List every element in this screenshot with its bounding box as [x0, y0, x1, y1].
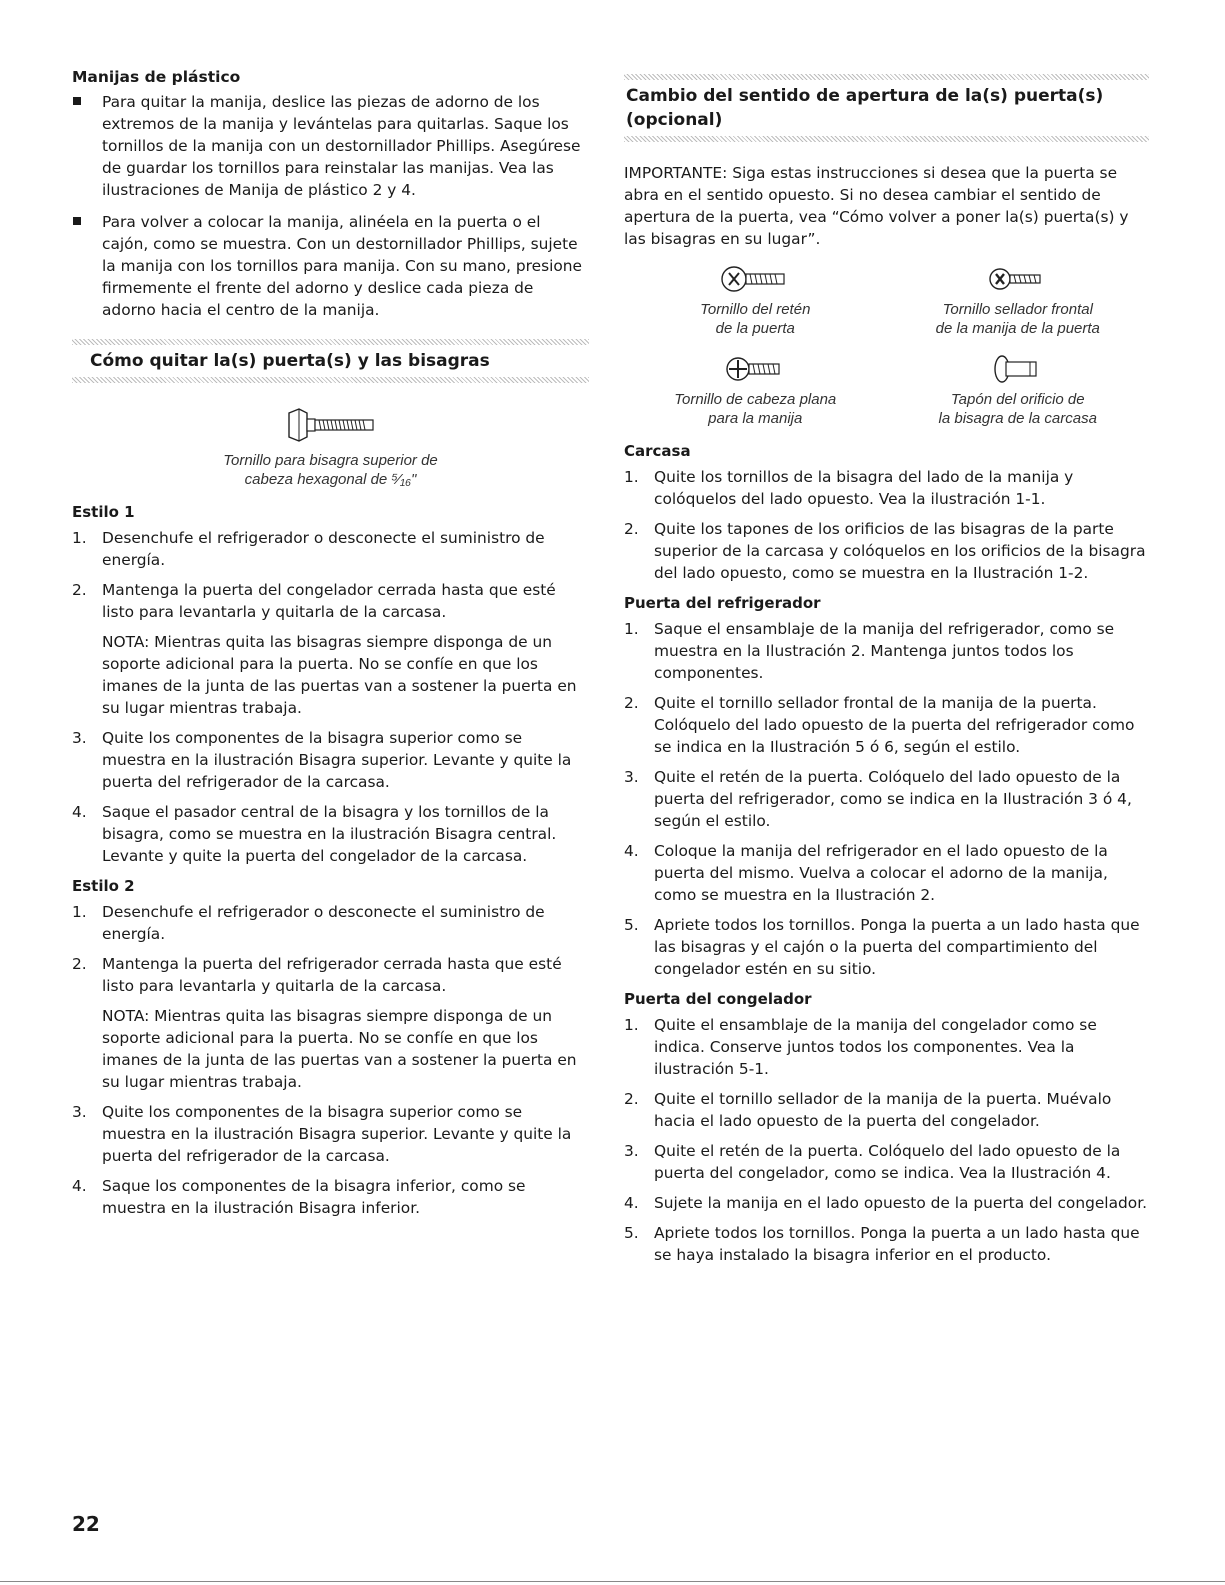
- plastic-handles-list: [72, 91, 589, 321]
- plastic-handles-heading: Manijas de plástico: [72, 68, 241, 86]
- step-item: 3. Quite el retén de la puerta. Colóquelo del lado opuesto de la puerta del refrigerador, como se indica en la Ilustración 3 ó 4, según el estilo.: [624, 768, 1132, 830]
- cabinet-steps: [624, 466, 1149, 584]
- hinge-screw-caption-line1: Tornillo para bisagra superior de: [223, 452, 438, 469]
- hinge-hole-plug-icon: [988, 354, 1048, 384]
- bottom-divider: [0, 1581, 1225, 1582]
- style1-steps: [72, 527, 589, 867]
- freezer-door-steps: [624, 1014, 1149, 1266]
- step-item: 4. Saque el pasador central de la bisagra y los tornillos de la bisagra, como se muestra en la ilustración Bisagra central. Levante y quite la puerta del congelador de la carcasa.: [72, 803, 557, 865]
- reverse-doors-title: Cambio del sentido de apertura de la(s) puerta(s) (opcional): [626, 86, 1104, 130]
- step-item: 1. Desenchufe el refrigerador o desconecte el suministro de energía.: [72, 903, 545, 943]
- step-item: 2. Quite el tornillo sellador de la manija de la puerta. Muévalo hacia el lado opuesto de la puerta del congelador.: [624, 1090, 1112, 1130]
- step-item: 4. Saque los componentes de la bisagra inferior, como se muestra en la ilustración Bisagra inferior.: [72, 1177, 526, 1217]
- important-note: IMPORTANTE: Siga estas instrucciones si desea que la puerta se abra en el sentido opuesto. Si no desea cambiar el sentido de apertura de la puerta, vea “Cómo volver a poner la(s) puerta(s) y las bisagras en su lugar”.: [624, 164, 1129, 248]
- step-item: 1. Quite el ensamblaje de la manija del congelador como se indica. Conserve juntos todos los componentes. Vea la ilustración 5-1.: [624, 1016, 1097, 1078]
- hinge-hole-plug-figure: Tapón del orificio de la bisagra de la carcasa: [887, 354, 1150, 428]
- bullet-item: Para quitar la manija, deslice las piezas de adorno de los extremos de la manija y levántelas para quitarlas. Saque los tornillos de la manija con un destornillador Phillips. Asegúrese de guardar los tornillos para reinstalar las manijas. Vea las ilustraciones de Manija de plástico 2 y 4.: [72, 91, 589, 201]
- fridge-door-steps: [624, 618, 1149, 980]
- step-item: 1. Saque el ensamblaje de la manija del refrigerador, como se muestra en la Ilustración 2. Mantenga juntos todos los componentes.: [624, 620, 1115, 682]
- step-item: 2. Mantenga la puerta del refrigerador cerrada hasta que esté listo para levantarla y quitarla de la carcasa. NOTA: Mientras quita las bisagras siempre disponga de un soporte adicional para la puerta. No se confíe en que los imanes de la junta de las puertas van a sostener la puerta en su lugar mientras trabaja.: [72, 953, 589, 1093]
- left-column: [72, 66, 589, 1227]
- bullet-item: Para volver a colocar la manija, alinéela en la puerta o el cajón, como se muestra. Con un destornillador Phillips, sujete la manija con los tornillos para manija. Con su mano, presione firmemente el frente del adorno y deslice cada pieza de adorno hacia el centro de la manija.: [72, 211, 589, 321]
- flat-head-screw-figure: Tornillo de cabeza plana para la manija: [624, 354, 887, 428]
- hinge-screw-caption-line2: cabeza hexagonal de ⁵⁄₁₆": [244, 471, 417, 488]
- fridge-door-heading: Puerta del refrigerador: [624, 594, 821, 612]
- remove-doors-section-header: [72, 331, 589, 391]
- door-stop-screw-icon: [720, 264, 790, 294]
- step-item: 3. Quite los componentes de la bisagra superior como se muestra en la ilustración Bisagra superior. Levante y quite la puerta del refrigerador de la carcasa.: [72, 1103, 572, 1165]
- step-item: 3. Quite los componentes de la bisagra superior como se muestra en la ilustración Bisagra superior. Levante y quite la puerta del refrigerador de la carcasa.: [72, 729, 572, 791]
- hatched-rule-bottom: [72, 377, 589, 383]
- step-item: 1. Quite los tornillos de la bisagra del lado de la manija y colóquelos del lado opuesto. Vea la ilustración 1-1.: [624, 468, 1074, 508]
- hatched-rule-bottom: [624, 136, 1149, 142]
- step-item: 2. Quite el tornillo sellador frontal de la manija de la puerta. Colóquelo del lado opuesto de la puerta del refrigerador como se indica en la Ilustración 5 ó 6, según el estilo.: [624, 694, 1135, 756]
- step-item: 4. Sujete la manija en el lado opuesto de la puerta del congelador.: [624, 1194, 1148, 1212]
- step-item: 1. Desenchufe el refrigerador o desconecte el suministro de energía.: [72, 529, 545, 569]
- cabinet-heading: Carcasa: [624, 442, 691, 460]
- style2-steps: [72, 901, 589, 1219]
- remove-doors-title: Cómo quitar la(s) puerta(s) y las bisagras: [90, 351, 490, 371]
- handle-sealer-screw-figure: Tornillo sellador frontal de la manija de la puerta: [887, 264, 1150, 338]
- hinge-screw-figure: [72, 405, 589, 489]
- reverse-doors-section-header: [624, 66, 1149, 150]
- style2-heading: Estilo 2: [72, 877, 135, 895]
- flat-head-screw-icon: [725, 354, 785, 384]
- handle-sealer-screw-icon: [988, 264, 1048, 294]
- step-item: 2. Quite los tapones de los orificios de las bisagras de la parte superior de la carcasa y colóquelos en los orificios de la bisagra del lado opuesto, como se muestra en la Ilustración 1-2.: [624, 520, 1146, 582]
- screw-figures: [624, 264, 1149, 428]
- style1-note: NOTA: Mientras quita las bisagras siempre disponga de un soporte adicional para la puerta. No se confíe en que los imanes de la junta de las puertas van a sostener la puerta en su lugar mientras trabaja.: [102, 633, 577, 717]
- style1-heading: Estilo 1: [72, 503, 135, 521]
- step-item: 4. Coloque la manija del refrigerador en el lado opuesto de la puerta del mismo. Vuelva a colocar el adorno de la manija, como se muestra en la Ilustración 2.: [624, 842, 1108, 904]
- hex-head-hinge-screw-icon: [283, 405, 379, 445]
- step-item: 3. Quite el retén de la puerta. Colóquelo del lado opuesto de la puerta del congelador, como se indica. Vea la Ilustración 4.: [624, 1142, 1121, 1182]
- door-stop-screw-figure: Tornillo del retén de la puerta: [624, 264, 887, 338]
- freezer-door-heading: Puerta del congelador: [624, 990, 812, 1008]
- step-item: 5. Apriete todos los tornillos. Ponga la puerta a un lado hasta que se haya instalado la bisagra inferior en el producto.: [624, 1224, 1140, 1264]
- step-item: 2. Mantenga la puerta del congelador cerrada hasta que esté listo para levantarla y quitarla de la carcasa. NOTA: Mientras quita las bisagras siempre disponga de un soporte adicional para la puerta. No se confíe en que los imanes de la junta de las puertas van a sostener la puerta en su lugar mientras trabaja.: [72, 579, 589, 719]
- style2-note: NOTA: Mientras quita las bisagras siempre disponga de un soporte adicional para la puerta. No se confíe en que los imanes de la junta de las puertas van a sostener la puerta en su lugar mientras trabaja.: [102, 1007, 577, 1091]
- page-number: 22: [72, 1512, 100, 1536]
- right-column: [624, 66, 1149, 1274]
- step-item: 5. Apriete todos los tornillos. Ponga la puerta a un lado hasta que las bisagras y el cajón o la puerta del compartimiento del congelador estén en su sitio.: [624, 916, 1140, 978]
